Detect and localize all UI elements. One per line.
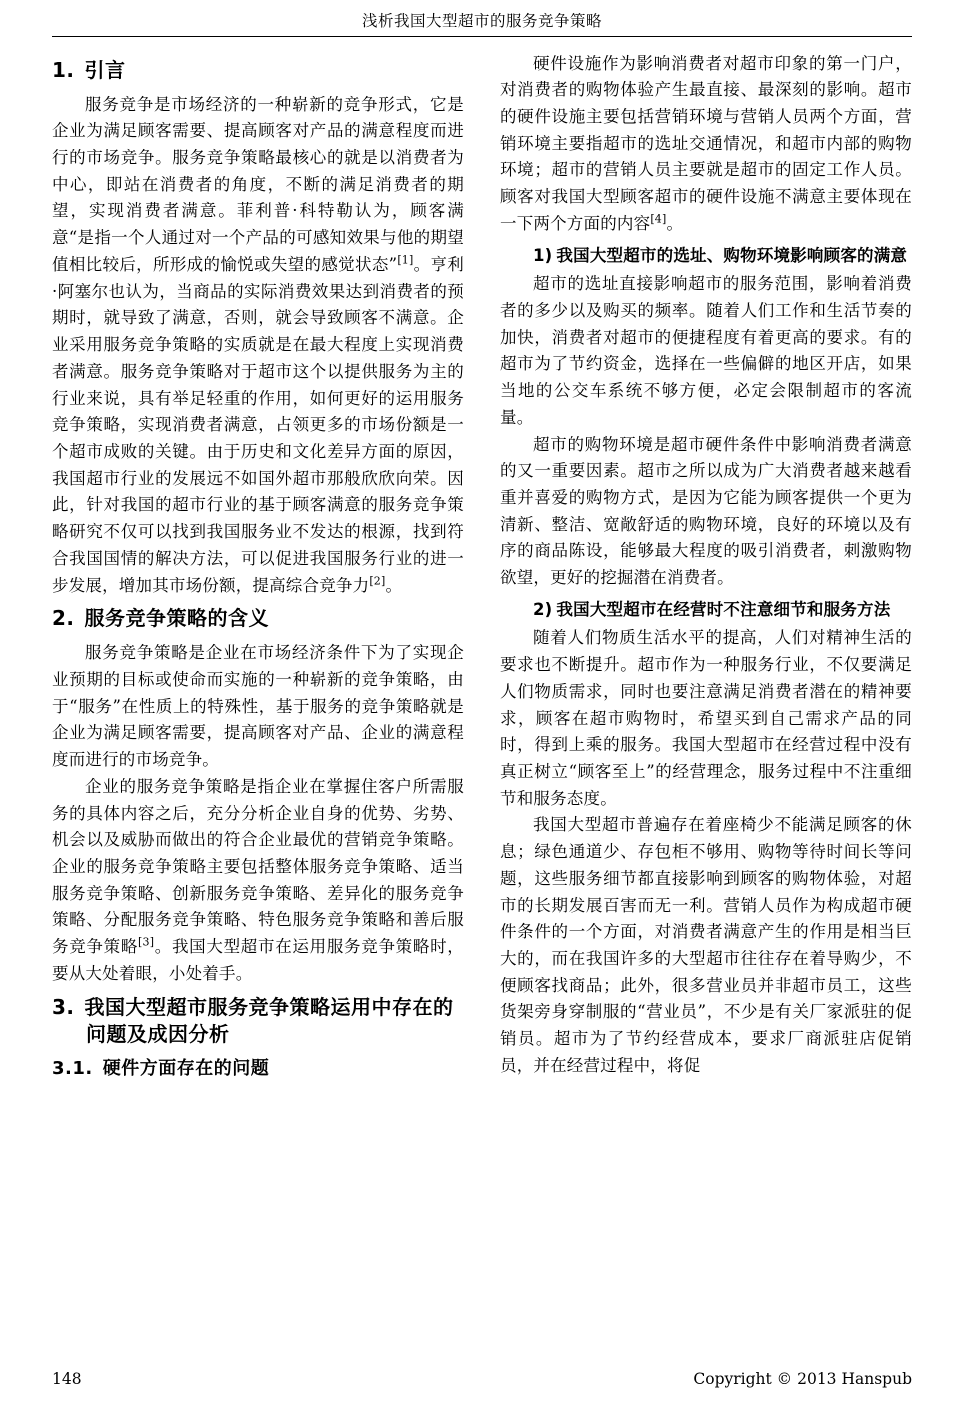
paragraph-intro-1-end: 。 [385, 575, 403, 595]
section-3-number: 3. [52, 994, 75, 1019]
list-item-2-title: 我国大型超市在经营时不注意细节和服务方法 [556, 599, 891, 619]
header-divider [52, 36, 912, 37]
section-heading-1 [52, 57, 464, 84]
two-column-body [52, 51, 912, 1306]
citation-3: [3] [138, 935, 155, 949]
running-head: 浅析我国大型超市的服务竞争策略 [361, 12, 602, 30]
subsection-3-1-title: 硬件方面存在的问题 [102, 1057, 270, 1079]
page-footer [52, 1370, 912, 1388]
section-2-number: 2. [52, 606, 75, 631]
paragraph-3-cont: 。我国大型超市在运用服务竞争策略时，要从大处着眼，小处着手。 [52, 937, 464, 983]
list-heading-2 [500, 597, 912, 623]
page-number: 148 [52, 1370, 82, 1388]
list-item-1-number: 1) [533, 245, 553, 265]
paragraph-4-text: 硬件设施作为影响消费者对超市印象的第一门户，对消费者的购物体验产生最直接、最深刻的影响。超市的硬件设施主要包括营销环境与营销人员两个方面，营销环境主要指超市的选址交通情况，和超市内部的购物环境；超市的营销人员主要就是超市的固定工作人员。顾客对我国大型顾客超市的硬件设施不满意主要体现在一下两个方面的内容 [500, 53, 912, 233]
copyright-notice: Copyright © 2013 Hanspub [693, 1370, 912, 1388]
paragraph-6: 超市的购物环境是超市硬件条件中影响消费者满意的又一重要因素。超市之所以成为广大消费者越来越看重并喜爱的购物方式，是因为它能为顾客提供一个更为清新、整洁、宽敞舒适的购物环境，良好的环境以及有序的商品陈设，能够最大程度的吸引消费者，刺激购物欲望，更好的挖掘潜在消费者。 [500, 434, 912, 588]
citation-1: [1] [397, 253, 414, 267]
list-item-2-number: 2) [533, 599, 553, 619]
citation-2: [2] [369, 574, 386, 588]
section-1-title: 引言 [84, 57, 126, 82]
subsection-3-1-number: 3.1. [52, 1057, 93, 1079]
section-heading-2 [52, 605, 464, 632]
left-column [52, 51, 464, 1306]
paragraph-3-text: 企业的服务竞争策略是指企业在掌握住客户所需服务的具体内容之后，充分分析企业自身的优势、劣势、机会以及威胁而做出的符合企业最优的营销竞争策略。企业的服务竞争策略主要包括整体服务竞争策略、适当服务竞争策略、创新服务竞争策略、差异化的服务竞争策略、分配服务竞争策略、特色服务竞争策略和善后服务竞争策略 [52, 776, 464, 957]
paragraph-intro-1-text: 服务竞争是市场经济的一种崭新的竞争形式，它是企业为满足顾客需要、提高顾客对产品的满意程度而进行的市场竞争。服务竞争策略最核心的就是以消费者为中心，即站在消费者的角度，不断的满足消费者的期望，实现消费者满意。菲利普·科特勒认为，顾客满意“是指一个人通过对一个产品的可感知效果与他的期望值相比较后，所形成的愉悦或失望的感觉状态” [52, 94, 464, 274]
subsection-heading-3-1 [52, 1056, 464, 1081]
paragraph-5: 超市的选址直接影响超市的服务范围，影响着消费者的多少以及购买的频率。随着人们工作和生活节奏的加快，消费者对超市的便捷程度有着更高的要求。有的超市为了节约资金，选择在一些偏僻的地区开店，如果当地的公交车系统不够方便，必定会限制超市的客流量。 [500, 274, 912, 427]
section-3-title: 我国大型超市服务竞争策略运用中存在的问题及成因分析 [84, 994, 454, 1046]
citation-4: [4] [650, 212, 667, 226]
paragraph-intro-1-cont: 。亨利·阿塞尔也认为，当商品的实际消费效果达到消费者的预期时，就导致了满意，否则，就会导致顾客不满意。企业采用服务竞争策略的实质就是在最大程度上实现消费者满意。服务竞争策略对于超市这个以提供服务为主的行业来说，具有举足轻重的作用，如何更好的运用服务竞争策略，实现消费者满意，占领更多的市场份额是一个超市成败的关键。由于历史和文化差异方面的原因，我国超市行业的发展远不如国外超市那般欣欣向荣。因此，针对我国的超市行业的基于顾客满意的服务竞争策略研究不仅可以找到我国服务业不发达的根源，找到符合我国国情的解决方法，可以促进我国服务行业的进一步发展，增加其市场份额，提高综合竞争力 [52, 254, 464, 595]
right-column [500, 51, 912, 1306]
paragraph-intro-1 [52, 92, 464, 600]
paragraph-8: 我国大型超市普遍存在着座椅少不能满足顾客的休息；绿色通道少、存包柜不够用、购物等待时间长等问题，这些服务细节都直接影响到顾客的购物体验，对超市的长期发展百害而无一利。营销人员作为构成超市硬件条件的一个方面，对消费者满意产生的作用是相当巨大的，而在我国许多的大型超市往往存在着导购少，不便顾客找商品；此外，很多营业员并非超市员工，这些货架旁身穿制服的“营业员”，不少是有关厂家派驻的促销员。超市为了节约经营成本，要求厂商派驻店促销员，并在经营过程中，将促 [500, 815, 912, 1075]
paragraph-3 [52, 774, 464, 988]
list-heading-1 [500, 243, 912, 269]
list-item-1-title: 我国大型超市的选址、购物环境影响顾客的满意 [556, 245, 908, 265]
section-1-number: 1. [52, 57, 75, 82]
paragraph-4 [500, 51, 912, 238]
section-heading-3 [52, 994, 464, 1048]
section-2-title: 服务竞争策略的含义 [84, 606, 270, 631]
paragraph-7: 随着人们物质生活水平的提高，人们对精神生活的要求也不断提升。超市作为一种服务行业，不仅要满足人们物质需求，同时也要注意满足消费者潜在的精神要求，顾客在超市购物时，希望买到自己需求产品的同时，得到上乘的服务。我国大型超市在经营过程中没有真正树立“顾客至上”的经营理念，服务过程中不注重细节和服务态度。 [500, 628, 912, 808]
paragraph-2: 服务竞争策略是企业在市场经济条件下为了实现企业预期的目标或使命而实施的一种崭新的竞争策略，由于“服务”在性质上的特殊性，基于服务的竞争策略就是企业为满足顾客需要，提高顾客对产品、企业的满意程度而进行的市场竞争。 [52, 643, 464, 770]
paragraph-4-end: 。 [666, 213, 684, 233]
